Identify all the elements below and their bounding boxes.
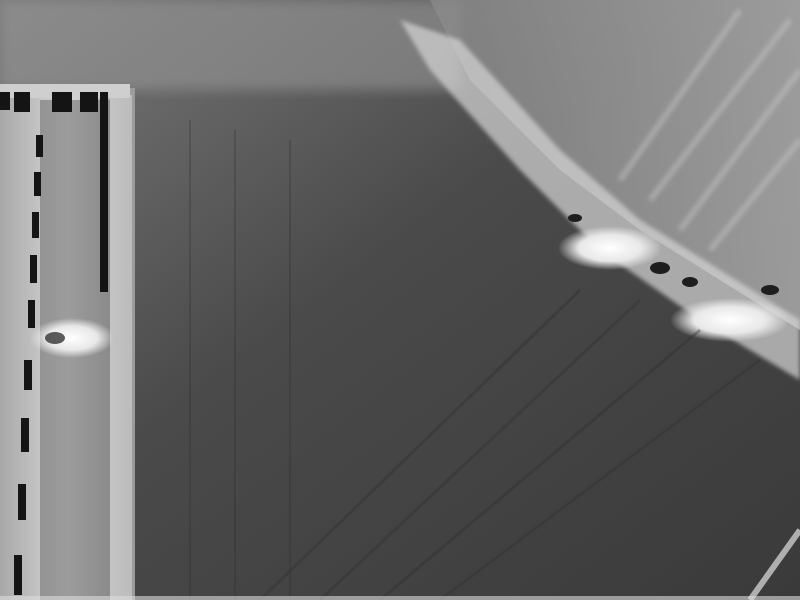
bottom-edge (0, 596, 800, 600)
hot-vehicle (30, 318, 114, 358)
vehicle-shadow (45, 332, 65, 344)
hot-spot-road-right (670, 298, 790, 342)
top-haze (0, 0, 460, 90)
left-road-curb (110, 95, 132, 600)
hot-spot-road (558, 226, 662, 270)
